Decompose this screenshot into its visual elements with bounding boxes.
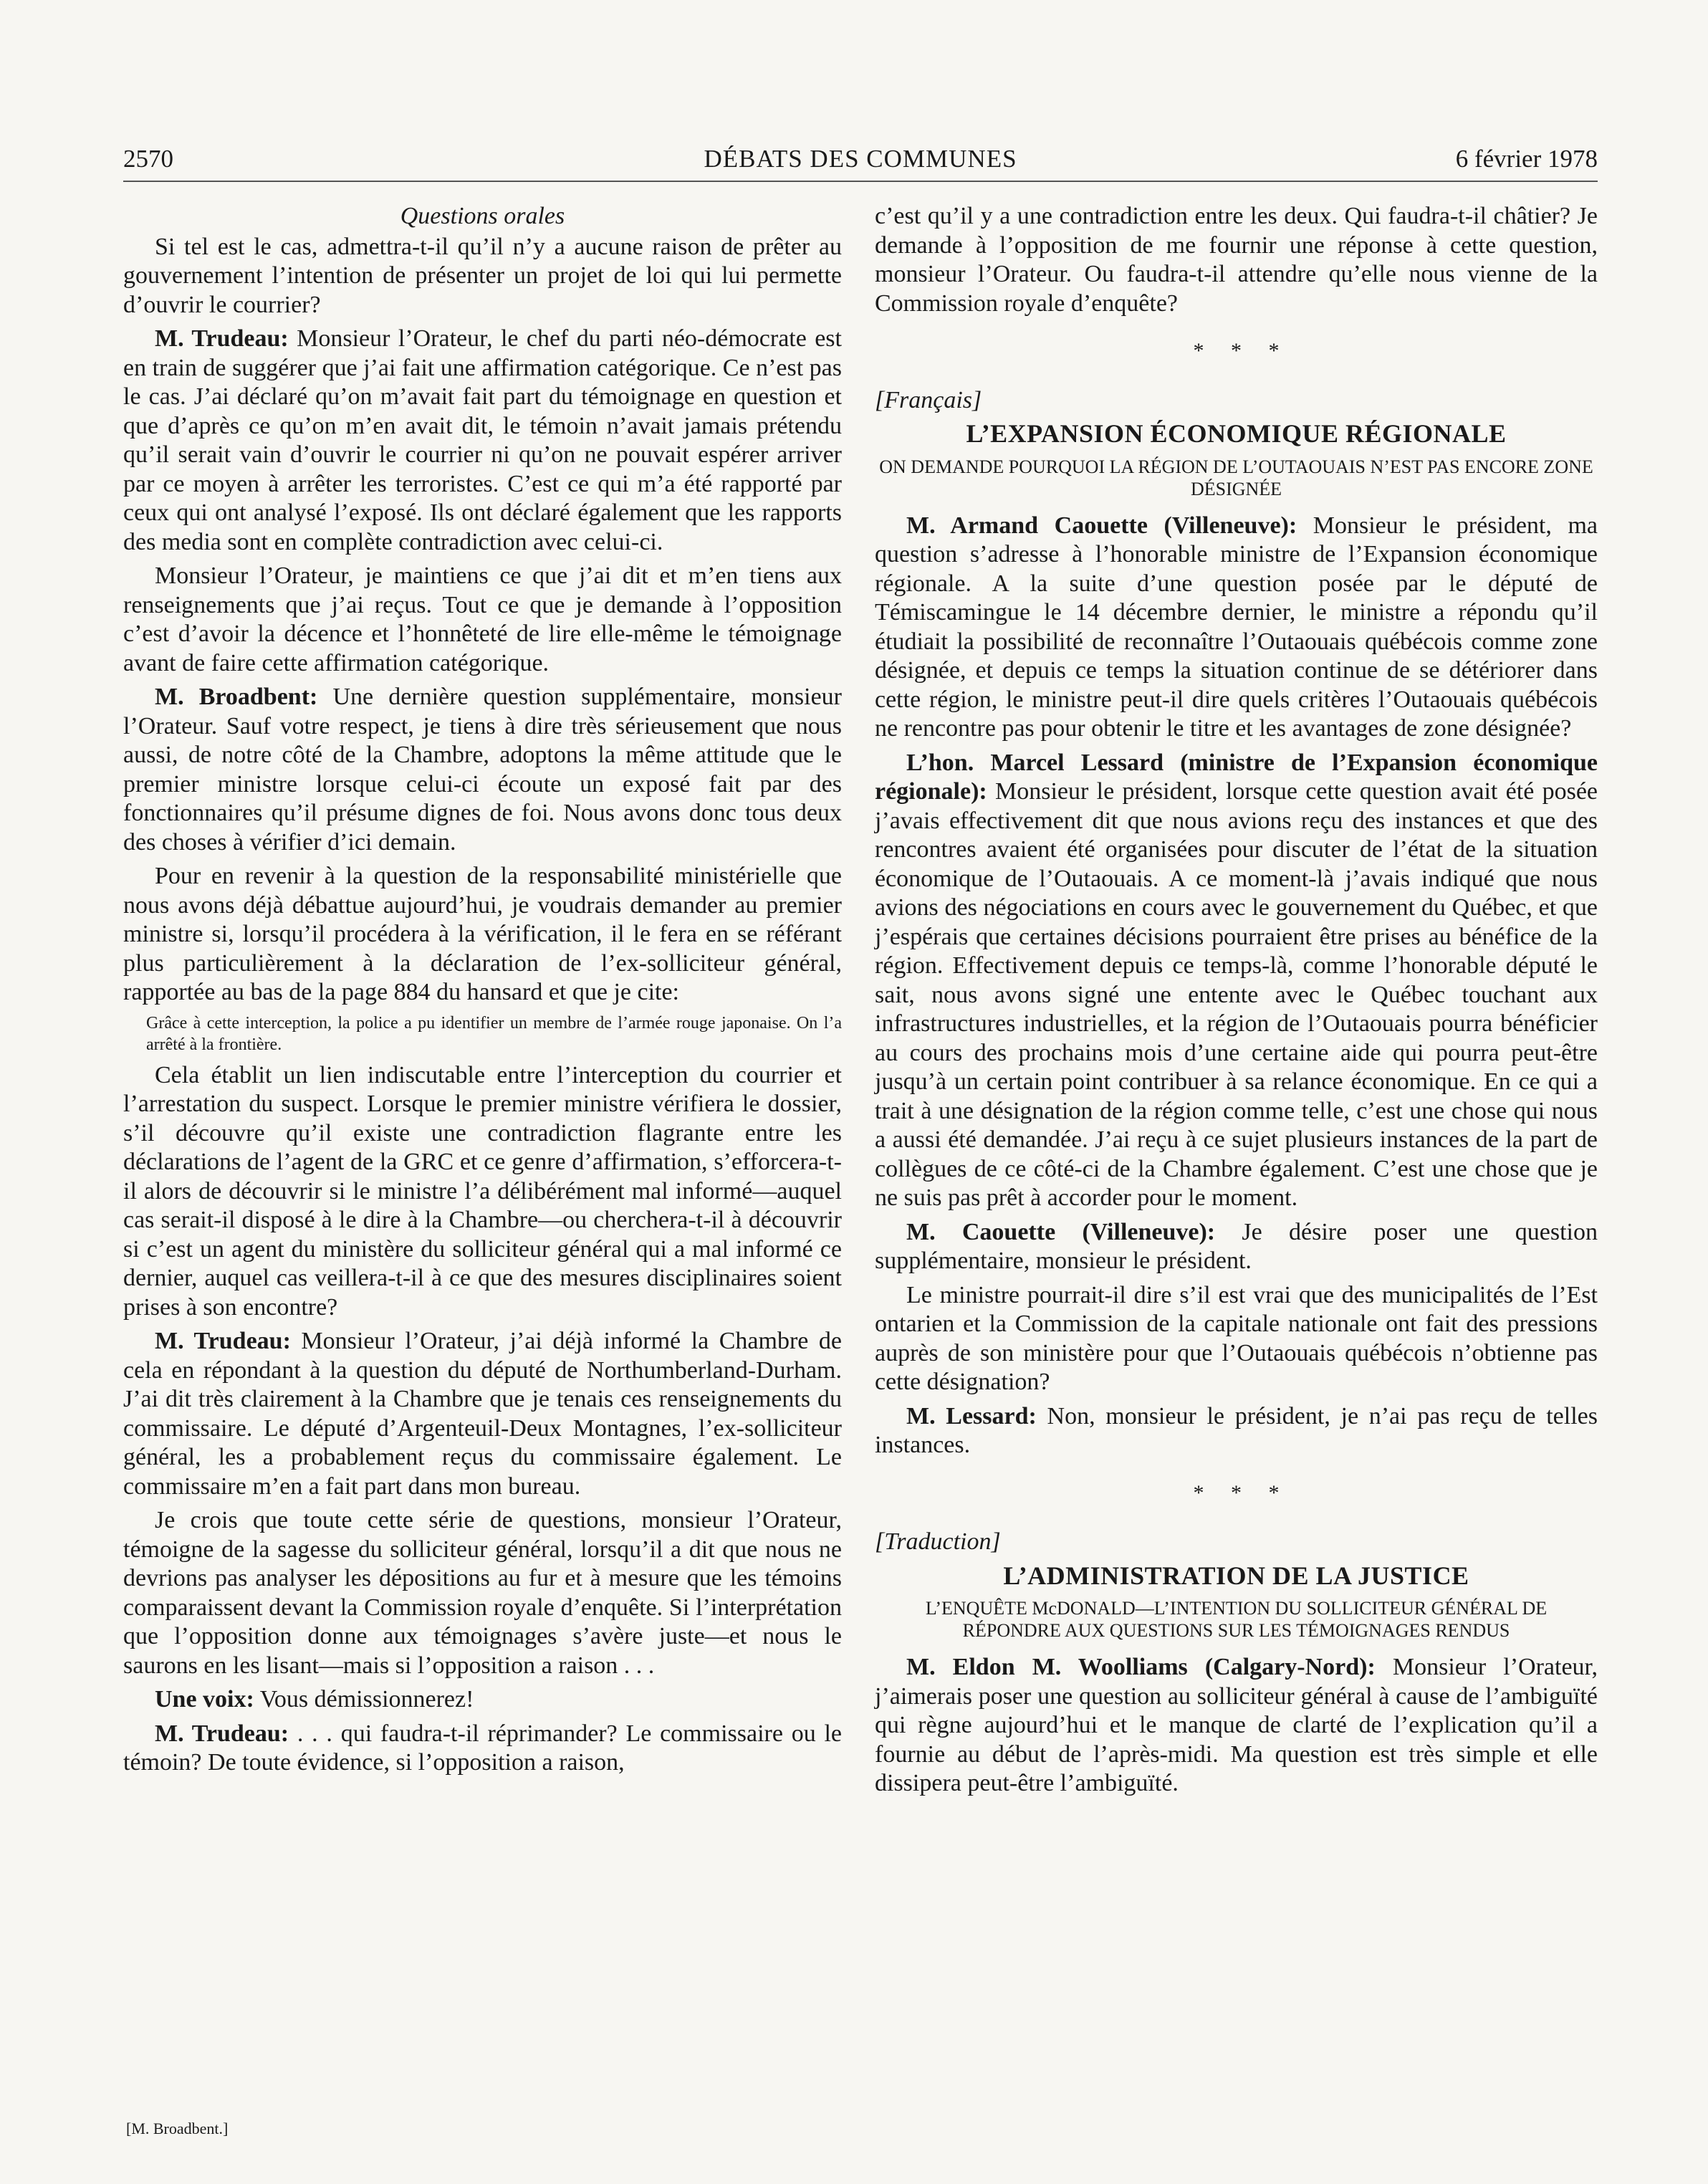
speech-text: . . . qui faudra-t-il réprimander? Le commissaire ou le témoin? De toute évidence, si l’opposition a raison, [123,1720,843,1776]
paragraph [123,1720,842,1778]
speech-text: Monsieur l’Orateur, j’ai déjà informé la Chambre de cela en répondant à la question du député de Northumberland-Durham. J’ai dit très clairement à la Chambre que je tenais ces renseignements du commissaire. Le député d’Argenteuil-Deux Montagnes, l’ex-solliciteur général, les a probablement reçus du commissaire également. Le commissaire m’en a fait part dans mon bureau. [123,1328,842,1500]
section-separator: * * * [1193,339,1280,363]
footer-note: [M. Broadbent.] [126,2120,229,2137]
paragraph [123,1685,842,1715]
speaker-name: M. Trudeau: [155,1720,289,1747]
section-heading: L’ADMINISTRATION DE LA JUSTICE [1003,1561,1469,1590]
speaker-name: M. Armand Caouette (Villeneuve): [906,512,1297,539]
publication-title: DÉBATS DES COMMUNES [704,145,1017,173]
page-date: 6 février 1978 [1455,145,1598,173]
page-header [123,140,1598,182]
paragraph: Monsieur l’Orateur, je maintiens ce que j’ai dit et m’en tiens aux renseignements que j’ai reçus. Tout ce que je demande à l’opposition c’est d’avoir la décence et l’honnêteté de lire elle-même le témoignage avant de faire cette affirmation catégorique. [123,562,842,676]
section-subheading: ON DEMANDE POURQUOI LA RÉGION DE L’OUTAOUAIS N’EST PAS ENCORE ZONE DÉSIGNÉE [879,456,1593,499]
right-column [875,202,1598,1804]
paragraph: Cela établit un lien indiscutable entre l’interception du courrier et l’arrestation du suspect. Lorsque le premier ministre vérifiera le dossier, s’il découvre qu’il existe une contradiction flagrante entre les déclarations de l’agent de la GRC et ce genre d’affirmation, s’efforcera-t-il alors de découvrir si le ministre l’a délibérément mal informé—auquel cas serait-il disposé à le dire à la Chambre—ou cherchera-t-il à découvrir si c’est un agent du ministère du solliciteur général qui a mal informé ce dernier, auquel cas veillera-t-il à ce que des mesures disciplinaires soient prises à son encontre? [123,1061,842,1321]
speaker-name: Une voix: [155,1686,254,1713]
speaker-name: M. Trudeau: [155,1328,291,1354]
language-tag: [Traduction] [875,1528,1001,1555]
speaker-name: M. Trudeau: [155,325,289,352]
speech-text: Monsieur l’Orateur, le chef du parti néo-démocrate est en train de suggérer que j’ai fait une affirmation catégorique. Ce n’est pas le cas. J’ai déclaré qu’on m’avait fait part du témoignage en question et que d’après ce qu’on m’en avait dit, le témoin n’avait jamais prétendu qu’il serait vain d’ouvrir le courrier ni qu’on ne pouvait espérer arriver par ce moyen à arrêter les terroristes. C’est ce qui m’a été rapporté par ceux qui ont analysé l’exposé. Ils ont déclaré également que les rapports des media sont en complète contradiction avec celui-ci. [123,325,842,555]
speech-text: Monsieur le président, ma question s’adresse à l’honorable ministre de l’Expansion économique régionale. A la suite d’une question posée par le député de Témiscamingue le 14 décembre dernier, le ministre a répondu qu’il étudiait la possibilité de reconnaître l’Outaouais québécois comme zone désignée, et depuis ce temps la situation continue de se détériorer dans cette région, le ministre peut-il dire quels critères l’Outaouais québécois ne rencontre pas pour obtenir le titre et les avantages de zone désignée? [875,512,1598,742]
section-separator: * * * [1193,1480,1280,1505]
paragraph: Le ministre pourrait-il dire s’il est vrai que des municipalités de l’Est ontarien et la Commission de la capitale nationale ont fait des pressions auprès de son ministère pour que l’Outaouais québécois n’obtienne pas cette désignation? [875,1281,1598,1395]
speech-text: Je désire poser une question supplémentaire, monsieur le président. [875,1218,1598,1274]
block-quote: Grâce à cette interception, la police a pu identifier un membre de l’armée rouge japonaise. On l’a arrêté à la frontière. [146,1013,842,1054]
speaker-name: M. Caouette (Villeneuve): [906,1218,1216,1245]
paragraph: c’est qu’il y a une contradiction entre les deux. Qui faudra-t-il châtier? Je demande à l’opposition de me fournir une réponse à cette question, monsieur l’Orateur. Ou faudra-t-il attendre qu’elle nous vienne de la Commission royale d’enquête? [875,203,1598,317]
left-column [123,202,842,1783]
speech-text: Vous démissionnerez! [254,1686,474,1713]
paragraph [875,1218,1598,1276]
speech-text: Une dernière question supplémentaire, monsieur l’Orateur. Sauf votre respect, je tiens à dire très sérieusement que nous aussi, de notre côté de la Chambre, adoptons la même attitude que le premier ministre lorsque celui-ci écoute un exposé fait par des fonctionnaires qu’il présume dignes de foi. Nous avons donc tous deux des choses à vérifier d’ici demain. [123,684,842,856]
speech-text: Non, monsieur le président, je n’ai pas reçu de telles instances. [875,1402,1598,1458]
paragraph: Pour en revenir à la question de la responsabilité ministérielle que nous avons déjà débattue aujourd’hui, je voudrais demander au premier ministre si, lorsqu’il procédera à la vérification, il le fera en se référant plus particulièrement à la déclaration de l’ex-solliciteur général, rapportée au bas de la page 884 du hansard et que je cite: [123,863,842,1005]
speaker-name: M. Lessard: [906,1402,1037,1429]
page-number: 2570 [123,145,173,173]
paragraph [875,1402,1598,1460]
paragraph [123,325,842,557]
section-heading: L’EXPANSION ÉCONOMIQUE RÉGIONALE [966,419,1507,448]
paragraph [875,1653,1598,1799]
speech-text: Monsieur l’Orateur, j’aimerais poser une question au solliciteur général à cause de l’ambiguïté qui règne aujourd’hui et le manque de clarté de l’explication qu’il a fournie au début de l’après-midi. Ma question est très simple et elle dissipera peut-être l’ambiguïté. [875,1654,1598,1796]
speaker-name: M. Eldon M. Woolliams (Calgary-Nord): [906,1654,1376,1680]
speaker-name: L’hon. Marcel Lessard (ministre de l’Expansion économique régionale): [875,749,1598,805]
language-tag: [Français] [875,386,982,413]
running-head: Questions orales [400,203,565,229]
paragraph: Si tel est le cas, admettra-t-il qu’il n’y a aucune raison de prêter au gouvernement l’intention de présenter un projet de loi qui lui permette d’ouvrir le courrier? [123,233,842,318]
paragraph [123,683,842,857]
speaker-name: M. Broadbent: [155,684,318,710]
section-subheading: L’ENQUÊTE McDONALD—L’INTENTION DU SOLLICITEUR GÉNÉRAL DE RÉPONDRE AUX QUESTIONS SUR LES TÉMOIGNAGES RENDUS [925,1598,1548,1641]
paragraph [875,749,1598,1213]
paragraph [875,512,1598,744]
paragraph: Je crois que toute cette série de questions, monsieur l’Orateur, témoigne de la sagesse du solliciteur général, lorsqu’il a dit que nous ne devrions pas analyser les dépositions au fur et à mesure que les témoins comparaissent devant la Commission royale d’enquête. Si l’interprétation que l’opposition donne aux témoignages s’avère juste—et nous le saurons en les lisant—mais si l’opposition a raison . . . [123,1507,842,1679]
speech-text: Monsieur le président, lorsque cette question avait été posée j’avais effectivement dit que nous avions reçu des instances et que des rencontres avaient été organisées pour discuter de l’état de la situation économique de l’Outaouais. A ce moment-là j’avais indiqué que nous avions des négociations en cours avec le gouvernement du Québec, et que j’espérais que certaines décisions pourraient être prises au bénéfice de la région. Effectivement depuis ce temps-là, comme l’honorable député le sait, nous avons signé une entente avec le Québec touchant aux infrastructures industrielles, et la région de l’Outaouais pourra bénéficier au cours des prochains mois d’une certaine aide qui pourra peut-être jusqu’à un certain point contribuer à sa relance économique. En ce qui a trait à une désignation de la région comme telle, c’est une chose qui nous a aussi été demandée. J’ai reçu à ce sujet plusieurs instances de la part de collègues de ce côté-ci de la Chambre également. C’est une chose que je ne suis pas prêt à accorder pour le moment. [875,778,1598,1211]
paragraph [123,1327,842,1501]
